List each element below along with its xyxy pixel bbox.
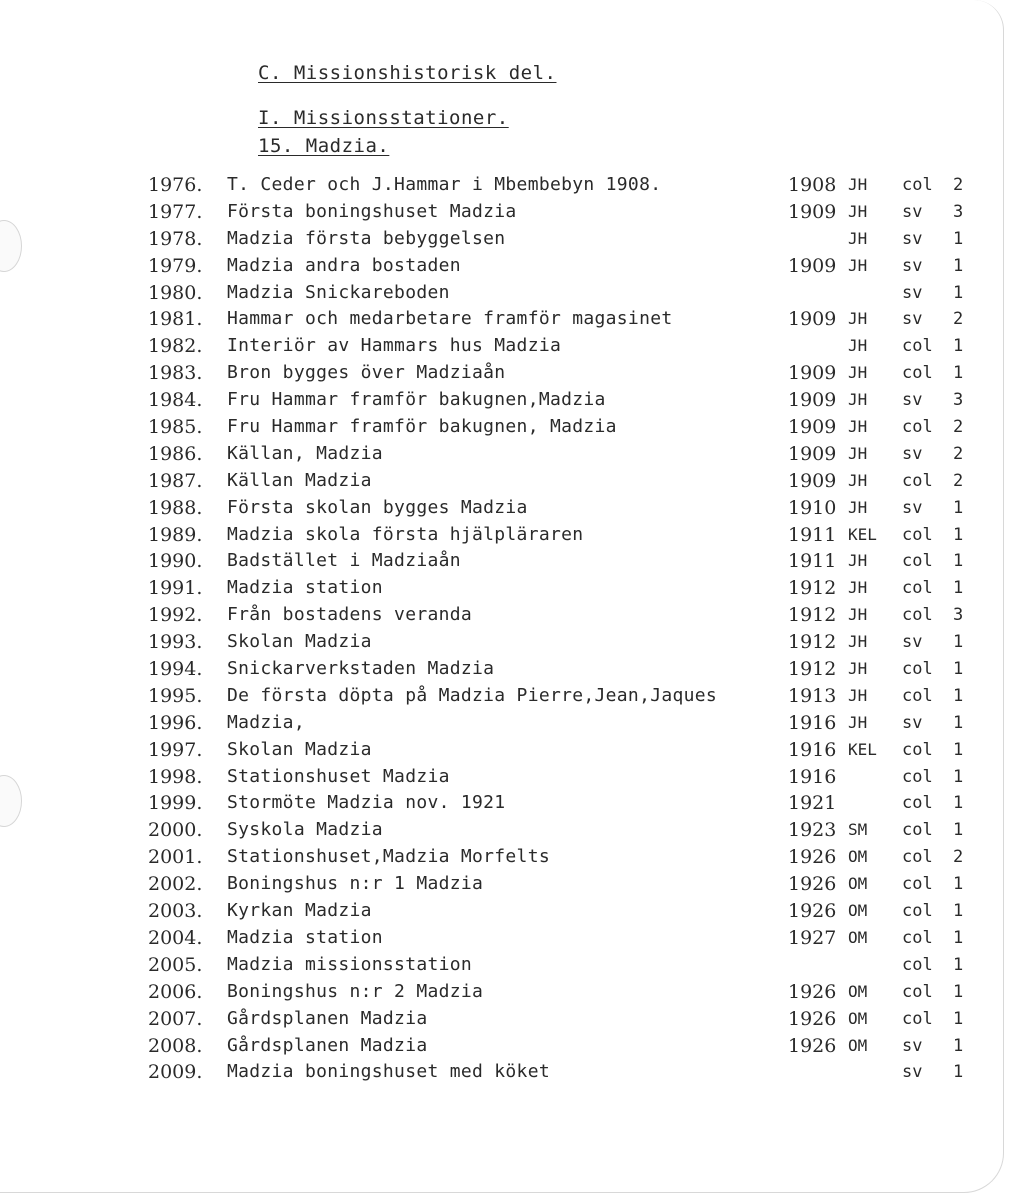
entry-number: 2002. (148, 873, 203, 896)
entry-year: 1909 (788, 389, 837, 412)
catalog-row (148, 764, 988, 791)
entry-photographer: SM (848, 820, 868, 840)
entry-number: 1994. (148, 658, 203, 681)
entry-number: 1989. (148, 523, 203, 546)
catalog-row (148, 333, 988, 360)
entry-year: 1908 (788, 174, 837, 196)
entry-title: Interiör av Hammars hus Madzia (227, 335, 562, 357)
entry-photographer: JH (848, 712, 868, 732)
entry-count: 1 (953, 363, 964, 384)
catalog-row (148, 925, 988, 952)
entry-type: col (902, 470, 933, 491)
entry-number: 1997. (148, 738, 203, 761)
entry-year: 1926 (788, 873, 837, 896)
entry-count: 2 (953, 175, 964, 195)
entry-title: Fru Hammar framför bakugnen,Madzia (227, 389, 606, 411)
entry-type: sv (902, 309, 923, 330)
entry-type: sv (902, 228, 923, 249)
entry-count: 2 (953, 847, 964, 868)
entry-photographer: JH (848, 632, 868, 652)
catalog-row (148, 548, 988, 575)
entry-count: 1 (953, 981, 964, 1002)
entry-count: 1 (953, 578, 964, 599)
entry-type: col (902, 981, 933, 1002)
entry-year: 1909 (788, 254, 837, 277)
entry-type: col (902, 820, 933, 841)
entry-count: 3 (953, 201, 964, 222)
entry-title: Madzia andra bostaden (227, 254, 461, 276)
entry-title: Madzia boningshuset med köket (227, 1061, 550, 1083)
entry-count: 1 (953, 901, 964, 922)
entry-title: Gårdsplanen Madzia (227, 1007, 428, 1029)
entry-title: Snickarverkstaden Madzia (227, 658, 495, 680)
entry-count: 1 (953, 712, 964, 733)
entry-number: 1982. (148, 335, 203, 358)
entry-year: 1916 (788, 738, 837, 761)
catalog-row (148, 226, 988, 253)
entry-count: 2 (953, 443, 964, 464)
entry-title: Bron bygges över Madziaån (227, 362, 506, 384)
entry-year: 1909 (788, 442, 837, 465)
entry-title: Madzia första bebyggelsen (227, 227, 506, 249)
entry-count: 1 (953, 766, 964, 787)
entry-type: sv (902, 443, 923, 464)
catalog-row (148, 1006, 988, 1033)
entry-title: De första döpta på Madzia Pierre,Jean,Jaques (227, 684, 718, 706)
catalog-row (148, 172, 988, 199)
subchapter-heading: 15. Madzia. (258, 135, 390, 157)
catalog-row (148, 414, 988, 441)
entry-number: 2005. (148, 953, 203, 976)
entry-year: 1926 (788, 1007, 837, 1030)
entry-number: 1996. (148, 711, 203, 734)
entry-photographer: JH (848, 578, 868, 598)
entry-title: Stationshuset Madzia (227, 765, 450, 787)
entry-number: 1987. (148, 469, 203, 492)
entry-type: col (902, 551, 933, 572)
entry-count: 1 (953, 820, 964, 841)
entry-number: 1978. (148, 227, 203, 250)
entry-number: 1980. (148, 281, 203, 304)
entry-type: sv (902, 201, 923, 222)
entry-number: 2003. (148, 900, 203, 923)
entry-year: 1909 (788, 362, 837, 385)
catalog-row (148, 602, 988, 629)
entry-title: Madzia missionsstation (227, 953, 473, 975)
entry-number: 1992. (148, 604, 203, 627)
entry-type: col (902, 605, 933, 626)
catalog-row (148, 441, 988, 468)
catalog-row (148, 952, 988, 979)
entry-type: col (902, 901, 933, 922)
entry-photographer: OM (848, 901, 868, 921)
catalog-row (148, 253, 988, 280)
entry-type: col (902, 927, 933, 948)
entry-photographer: JH (848, 443, 868, 463)
entry-year: 1926 (788, 846, 837, 869)
entry-photographer: JH (848, 201, 868, 221)
entry-count: 1 (953, 793, 964, 814)
entry-title: Skolan Madzia (227, 738, 372, 760)
entry-number: 1988. (148, 496, 203, 519)
entry-title: Från bostadens veranda (227, 604, 473, 626)
entry-type: col (902, 175, 933, 195)
catalog-row (148, 199, 988, 226)
entry-photographer: JH (848, 390, 868, 410)
entry-year: 1911 (788, 523, 837, 546)
catalog-row (148, 790, 988, 817)
entry-type: sv (902, 632, 923, 653)
entry-photographer: OM (848, 874, 868, 894)
entry-photographer: OM (848, 1008, 868, 1028)
entry-count: 1 (953, 954, 964, 975)
entry-title: T. Ceder och J.Hammar i Mbembebyn 1908. (227, 174, 662, 195)
entry-type: sv (902, 1035, 923, 1056)
catalog-row (148, 522, 988, 549)
entry-title: Källan Madzia (227, 469, 372, 491)
entry-photographer: JH (848, 309, 868, 329)
entry-count: 1 (953, 874, 964, 895)
entry-number: 1979. (148, 254, 203, 277)
entry-count: 3 (953, 605, 964, 626)
entry-photographer: KEL (848, 739, 877, 759)
entry-number: 1983. (148, 362, 203, 385)
entry-photographer: JH (848, 336, 868, 356)
entry-type: col (902, 793, 933, 814)
entry-title: Gårdsplanen Madzia (227, 1034, 428, 1056)
entry-year: 1912 (788, 658, 837, 681)
entry-type: col (902, 659, 933, 680)
entry-number: 1981. (148, 308, 203, 331)
catalog-row (148, 306, 988, 333)
punch-hole-top (0, 220, 22, 272)
entry-photographer: JH (848, 228, 868, 248)
catalog-row (148, 817, 988, 844)
entry-year: 1909 (788, 200, 837, 223)
entry-count: 2 (953, 470, 964, 491)
catalog-row (148, 871, 988, 898)
entry-title: Madzia station (227, 577, 383, 599)
entry-title: Hammar och medarbetare framför magasinet (227, 308, 673, 330)
entry-photographer: JH (848, 659, 868, 679)
entry-type: sv (902, 497, 923, 518)
entry-type: sv (902, 282, 923, 303)
entry-photographer: JH (848, 363, 868, 383)
entry-count: 1 (953, 927, 964, 948)
entry-year: 1916 (788, 765, 837, 788)
entry-count: 1 (953, 1008, 964, 1029)
catalog-row (148, 1059, 988, 1086)
photo-catalog-list (148, 172, 988, 1086)
entry-year: 1913 (788, 684, 837, 707)
entry-title: Boningshus n:r 2 Madzia (227, 980, 484, 1002)
entry-photographer: JH (848, 605, 868, 625)
entry-number: 1985. (148, 416, 203, 439)
entry-number: 1995. (148, 684, 203, 707)
entry-title: Första skolan bygges Madzia (227, 496, 528, 518)
entry-count: 1 (953, 551, 964, 572)
entry-number: 1998. (148, 765, 203, 788)
entry-count: 1 (953, 524, 964, 545)
catalog-row (148, 737, 988, 764)
entry-title: Fru Hammar framför bakugnen, Madzia (227, 416, 617, 438)
entry-type: sv (902, 1062, 923, 1083)
punch-hole-bottom (0, 775, 22, 827)
entry-type: col (902, 363, 933, 384)
entry-photographer: JH (848, 175, 868, 194)
entry-year: 1909 (788, 469, 837, 492)
catalog-row (148, 575, 988, 602)
entry-count: 1 (953, 632, 964, 653)
entry-year: 1911 (788, 550, 837, 573)
entry-title: Källan, Madzia (227, 442, 383, 464)
entry-title: Boningshus n:r 1 Madzia (227, 873, 484, 895)
entry-year: 1916 (788, 711, 837, 734)
entry-photographer: JH (848, 551, 868, 571)
entry-title: Stationshuset,Madzia Morfelts (227, 846, 550, 868)
entry-count: 1 (953, 739, 964, 760)
entry-year: 1926 (788, 1034, 837, 1057)
entry-count: 1 (953, 228, 964, 249)
entry-type: col (902, 954, 933, 975)
catalog-row (148, 683, 988, 710)
entry-photographer: JH (848, 497, 868, 517)
entry-count: 3 (953, 390, 964, 411)
entry-photographer: OM (848, 1035, 868, 1055)
catalog-row (148, 360, 988, 387)
entry-number: 2007. (148, 1007, 203, 1030)
catalog-row (148, 979, 988, 1006)
entry-title: Madzia Snickareboden (227, 281, 450, 303)
entry-title: Första boningshuset Madzia (227, 200, 517, 222)
entry-number: 1991. (148, 577, 203, 600)
section-heading: C. Missionshistorisk del. (258, 62, 557, 84)
entry-year: 1909 (788, 308, 837, 331)
entry-photographer: JH (848, 470, 868, 490)
entry-count: 1 (953, 685, 964, 706)
entry-type: col (902, 1008, 933, 1029)
entry-type: col (902, 766, 933, 787)
entry-count: 2 (953, 417, 964, 438)
entry-number: 1977. (148, 200, 203, 223)
entry-type: col (902, 874, 933, 895)
entry-type: col (902, 578, 933, 599)
entry-year: 1910 (788, 496, 837, 519)
entry-title: Skolan Madzia (227, 631, 372, 653)
entry-type: sv (902, 712, 923, 733)
catalog-row (148, 844, 988, 871)
entry-photographer: JH (848, 685, 868, 705)
entry-photographer: OM (848, 927, 868, 947)
catalog-row (148, 468, 988, 495)
entry-photographer: KEL (848, 524, 877, 544)
entry-number: 2000. (148, 819, 203, 842)
catalog-row (148, 656, 988, 683)
entry-count: 1 (953, 336, 964, 357)
entry-year: 1927 (788, 926, 837, 949)
entry-count: 1 (953, 282, 964, 303)
entry-year: 1912 (788, 631, 837, 654)
entry-type: col (902, 524, 933, 545)
entry-year: 1909 (788, 416, 837, 439)
entry-title: Stormöte Madzia nov. 1921 (227, 792, 506, 814)
entry-photographer: JH (848, 255, 868, 275)
entry-title: Badstället i Madziaån (227, 550, 461, 572)
entry-count: 1 (953, 255, 964, 276)
entry-photographer: OM (848, 981, 868, 1001)
catalog-row (148, 280, 988, 307)
entry-year: 1926 (788, 980, 837, 1003)
entry-number: 1976. (148, 174, 203, 196)
catalog-row (148, 387, 988, 414)
entry-number: 2009. (148, 1061, 203, 1084)
entry-type: col (902, 336, 933, 357)
catalog-row (148, 495, 988, 522)
entry-number: 1993. (148, 631, 203, 654)
entry-count: 1 (953, 659, 964, 680)
entry-year: 1921 (788, 792, 837, 815)
entry-year: 1926 (788, 900, 837, 923)
entry-type: col (902, 739, 933, 760)
entry-year: 1923 (788, 819, 837, 842)
entry-title: Madzia skola första hjälpläraren (227, 523, 584, 545)
entry-type: col (902, 847, 933, 868)
entry-number: 1984. (148, 389, 203, 412)
catalog-row (148, 710, 988, 737)
catalog-row (148, 1033, 988, 1060)
entry-type: sv (902, 390, 923, 411)
catalog-row (148, 629, 988, 656)
entry-number: 1990. (148, 550, 203, 573)
entry-title: Madzia, (227, 711, 305, 733)
entry-number: 1999. (148, 792, 203, 815)
entry-type: col (902, 685, 933, 706)
entry-type: sv (902, 255, 923, 276)
entry-year: 1912 (788, 604, 837, 627)
entry-title: Syskola Madzia (227, 819, 383, 841)
entry-count: 2 (953, 309, 964, 330)
entry-title: Madzia station (227, 926, 383, 948)
entry-photographer: OM (848, 847, 868, 867)
entry-number: 2004. (148, 926, 203, 949)
entry-count: 1 (953, 1035, 964, 1056)
chapter-heading: I. Missionsstationer. (258, 107, 509, 129)
entry-title: Kyrkan Madzia (227, 900, 372, 922)
entry-count: 1 (953, 1062, 964, 1083)
entry-photographer: JH (848, 417, 868, 437)
entry-number: 2001. (148, 846, 203, 869)
entry-number: 2008. (148, 1034, 203, 1057)
entry-year: 1912 (788, 577, 837, 600)
entry-type: col (902, 417, 933, 438)
catalog-row (148, 898, 988, 925)
entry-count: 1 (953, 497, 964, 518)
entry-number: 1986. (148, 442, 203, 465)
entry-number: 2006. (148, 980, 203, 1003)
